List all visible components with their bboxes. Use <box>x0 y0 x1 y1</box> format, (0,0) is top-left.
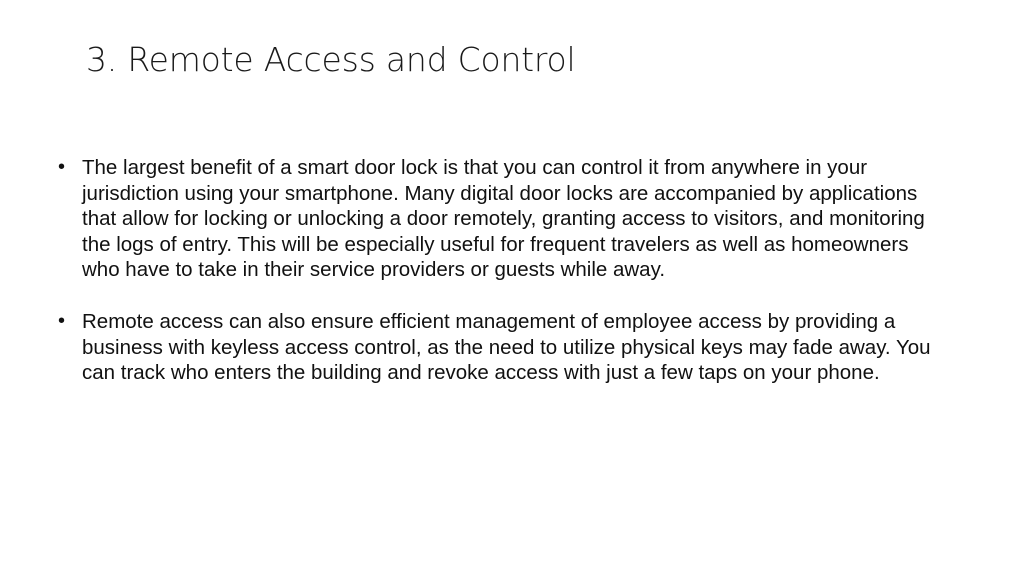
slide-title: 3. Remote Access and Control <box>86 40 576 79</box>
bullet-item <box>58 155 943 283</box>
bullet-marker: • <box>58 156 66 178</box>
bullet-marker: • <box>58 309 66 332</box>
bullet-list <box>58 155 943 412</box>
bullet-text: The largest benefit of a smart door lock is that you can control it from anywhere in your jurisdiction using your smartphone. Many digital door locks are accompanied by applications that allow for locking or unlocking a door remotely, granting access to visitors, and monitoring the logs of entry. This will be especially useful for frequent travelers as well as homeowners who have to take in their service providers or guests while away. <box>82 156 925 282</box>
bullet-item <box>58 309 943 386</box>
bullet-text: Remote access can also ensure efficient management of employee access by providing a business with keyless access control, as the need to utilize physical keys may fade away. You can track who enters the building and revoke access with just a few taps on your phone. <box>82 309 931 385</box>
